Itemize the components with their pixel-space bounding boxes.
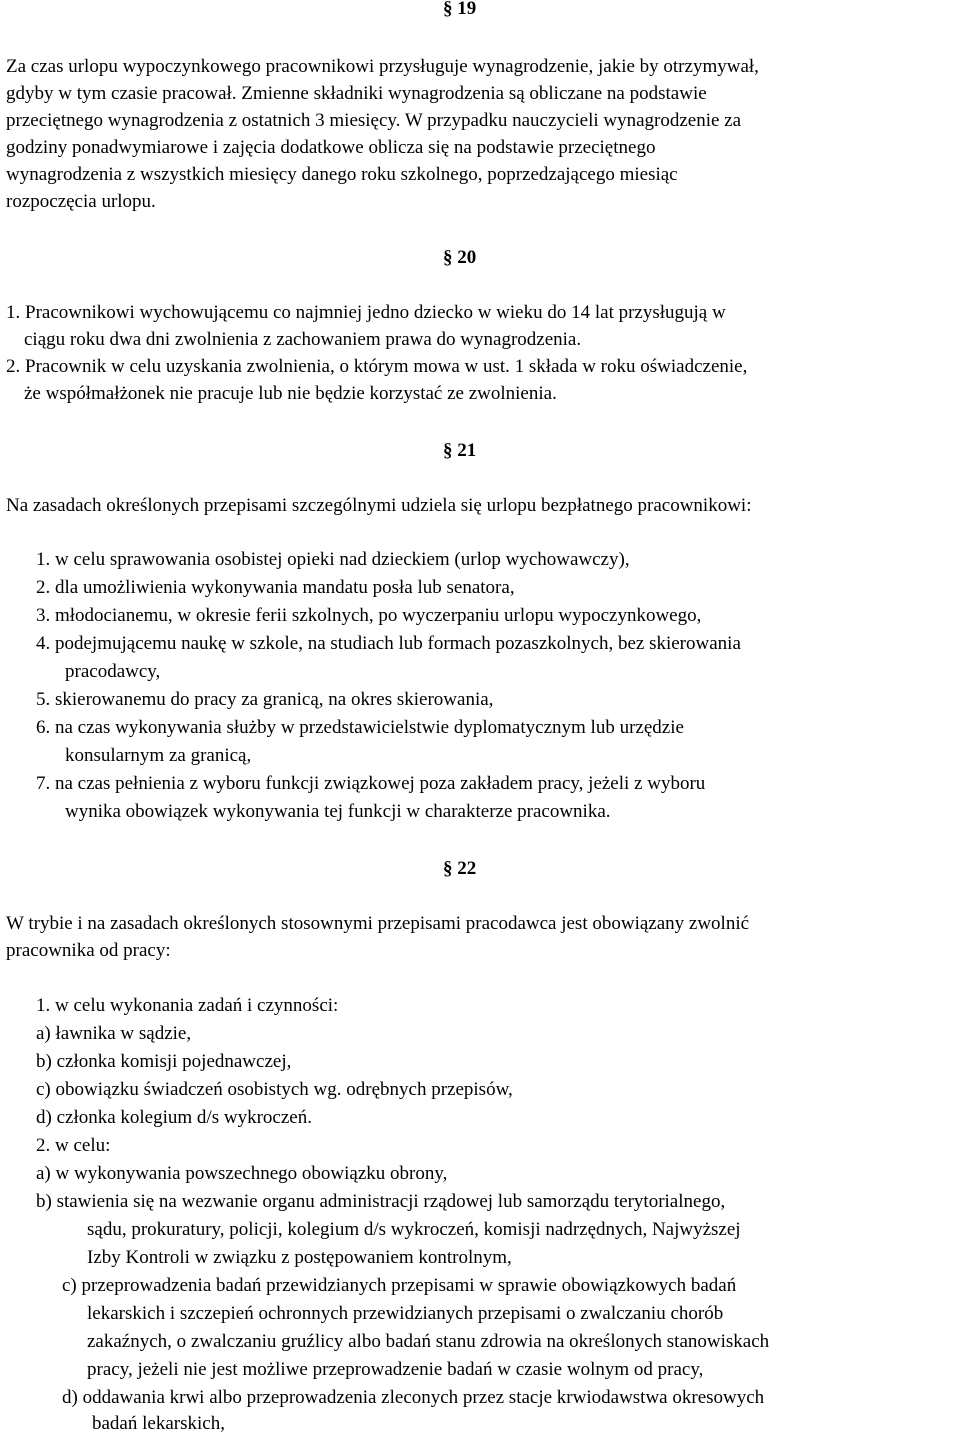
s20-line-2: ciągu roku dwa dni zwolnienia z zachowaniem prawa do wynagrodzenia. xyxy=(24,329,582,350)
s22-item-1a: a) ławnika w sądzie, xyxy=(36,1023,192,1044)
s19-line-3: przeciętnego wynagrodzenia z ostatnich 3 miesięcy. W przypadku nauczycieli wynagrodzenie za xyxy=(6,110,742,131)
s22-item-1: 1. w celu wykonania zadań i czynności: xyxy=(36,995,339,1016)
s22-item-2b-cont-1: sądu, prokuratury, policji, kolegium d/s wykroczeń, komisji nadrzędnych, Najwyższej xyxy=(87,1219,741,1240)
s21-intro: Na zasadach określonych przepisami szczególnymi udziela się urlopu bezpłatnego pracownikowi: xyxy=(6,495,752,516)
s22-intro-2: pracownika od pracy: xyxy=(6,940,171,961)
s21-item-1: 1. w celu sprawowania osobistej opieki nad dzieckiem (urlop wychowawczy), xyxy=(36,549,630,570)
s22-item-2b: b) stawienia się na wezwanie organu administracji rządowej lub samorządu terytorialnego, xyxy=(36,1191,726,1212)
s22-item-2c: c) przeprowadzenia badań przewidzianych przepisami w sprawie obowiązkowych badań xyxy=(62,1275,737,1296)
s19-line-6: rozpoczęcia urlopu. xyxy=(6,191,156,212)
s21-item-4: 4. podejmującemu naukę w szkole, na studiach lub formach pozaszkolnych, bez skierowania xyxy=(36,633,741,654)
s19-line-1: Za czas urlopu wypoczynkowego pracownikowi przysługuje wynagrodzenie, jakie by otrzymywał, xyxy=(6,56,759,77)
s19-line-2: gdyby w tym czasie pracował. Zmienne składniki wynagrodzenia są obliczane na podstawie xyxy=(6,83,707,104)
s21-item-4-cont: pracodawcy, xyxy=(65,661,161,682)
s21-item-6-cont: konsularnym za granicą, xyxy=(65,745,252,766)
s21-item-6: 6. na czas wykonywania służby w przedstawicielstwie dyplomatycznym lub urzędzie xyxy=(36,717,684,738)
s22-item-1b: b) członka komisji pojednawczej, xyxy=(36,1051,292,1072)
s21-item-3: 3. młodocianemu, w okresie ferii szkolnych, po wyczerpaniu urlopu wypoczynkowego, xyxy=(36,605,702,626)
s21-item-2: 2. dla umożliwienia wykonywania mandatu posła lub senatora, xyxy=(36,577,515,598)
s19-line-5: wynagrodzenia z wszystkich miesięcy danego roku szkolnego, poprzedzającego miesiąc xyxy=(6,164,678,185)
s20-line-3: 2. Pracownik w celu uzyskania zwolnienia, o którym mowa w ust. 1 składa w roku oświadczenie, xyxy=(6,356,748,377)
s22-item-2: 2. w celu: xyxy=(36,1135,111,1156)
s21-item-7: 7. na czas pełnienia z wyboru funkcji związkowej poza zakładem pracy, jeżeli z wyboru xyxy=(36,773,706,794)
s22-item-2c-cont-2: zakaźnych, o zwalczaniu gruźlicy albo badań stanu zdrowia na określonych stanowiskach xyxy=(87,1331,770,1352)
section-heading-20: § 20 xyxy=(443,247,477,268)
s21-item-5: 5. skierowanemu do pracy za granicą, na okres skierowania, xyxy=(36,689,494,710)
s19-line-4: godziny ponadwymiarowe i zajęcia dodatkowe oblicza się na podstawie przeciętnego xyxy=(6,137,656,158)
s20-line-4: że współmałżonek nie pracuje lub nie będzie korzystać ze zwolnienia. xyxy=(24,383,557,404)
s21-item-7-cont: wynika obowiązek wykonywania tej funkcji w charakterze pracownika. xyxy=(65,801,611,822)
section-heading-19: § 19 xyxy=(443,0,477,19)
s22-item-1d: d) członka kolegium d/s wykroczeń. xyxy=(36,1107,312,1128)
s22-item-2d-cont: badań lekarskich, xyxy=(92,1413,225,1434)
s22-item-2c-cont-1: lekarskich i szczepień ochronnych przewidzianych przepisami o zwalczaniu chorób xyxy=(87,1303,724,1324)
s22-item-2b-cont-2: Izby Kontroli w związku z postępowaniem kontrolnym, xyxy=(87,1247,512,1268)
section-heading-22: § 22 xyxy=(443,858,477,879)
s22-intro-1: W trybie i na zasadach określonych stosownymi przepisami pracodawca jest obowiązany zwolnić xyxy=(6,913,750,934)
s22-item-2c-cont-3: pracy, jeżeli nie jest możliwe przeprowadzenie badań w czasie wolnym od pracy, xyxy=(87,1359,704,1380)
section-heading-21: § 21 xyxy=(443,440,477,461)
s22-item-2d: d) oddawania krwi albo przeprowadzenia zleconych przez stacje krwiodawstwa okresowych xyxy=(62,1387,765,1408)
s22-item-2a: a) w wykonywania powszechnego obowiązku obrony, xyxy=(36,1163,448,1184)
s22-item-1c: c) obowiązku świadczeń osobistych wg. odrębnych przepisów, xyxy=(36,1079,513,1100)
s20-line-1: 1. Pracownikowi wychowującemu co najmniej jedno dziecko w wieku do 14 lat przysługują w xyxy=(6,302,726,323)
